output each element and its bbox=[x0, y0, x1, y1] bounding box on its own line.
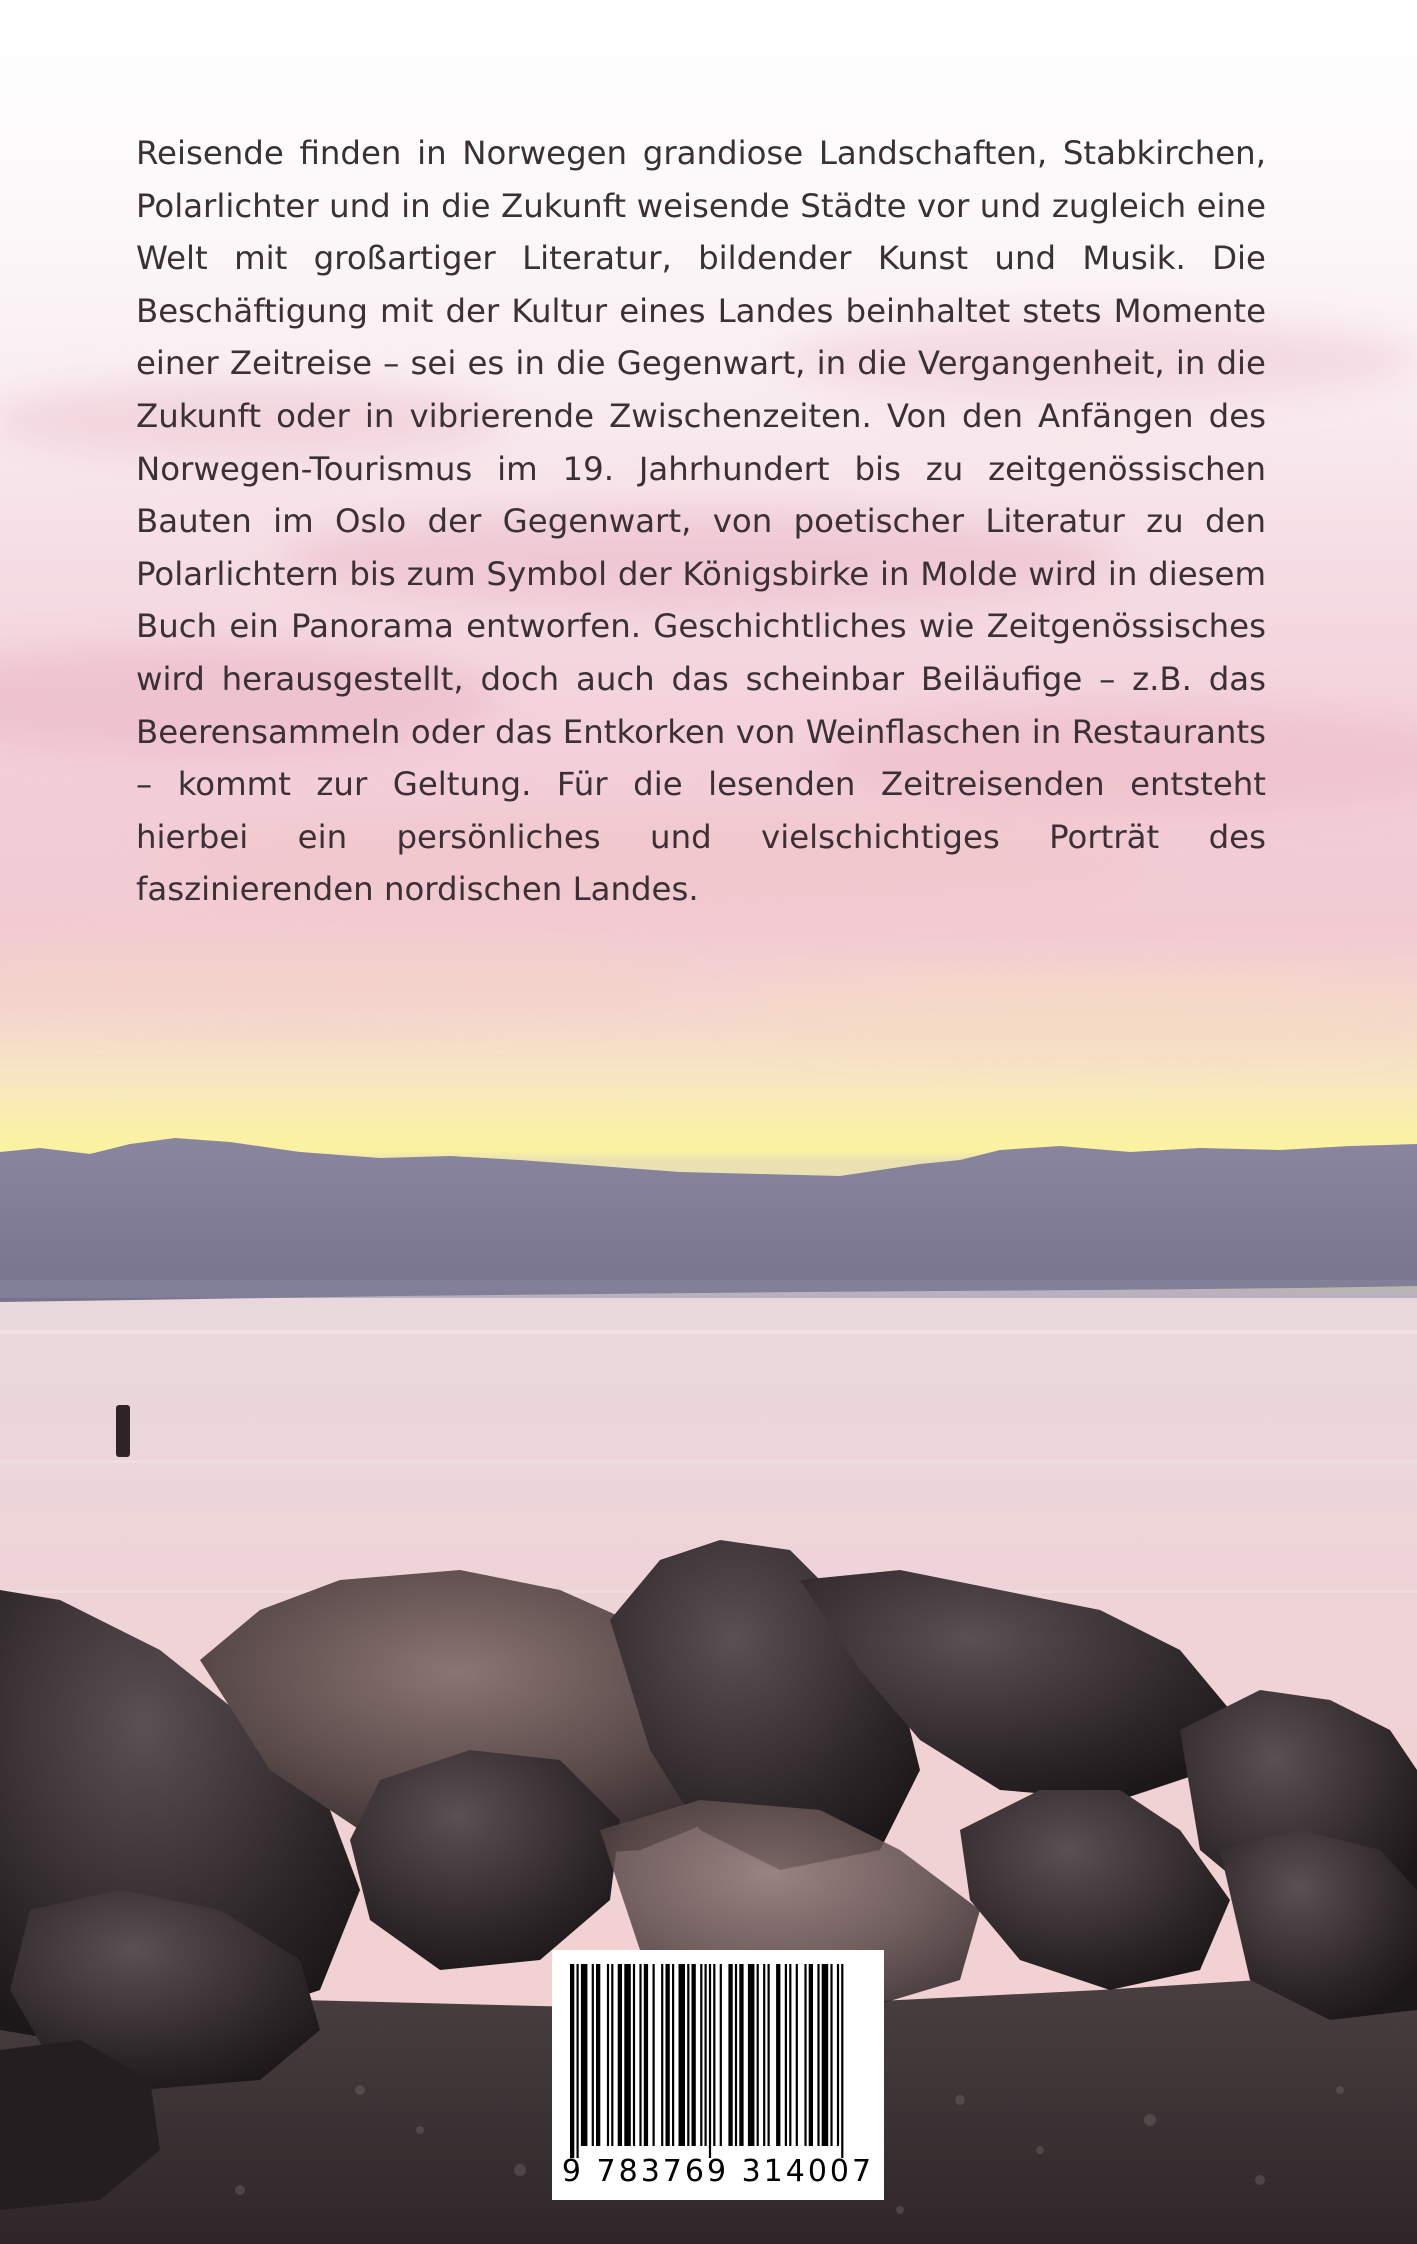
barcode-bar bbox=[644, 1964, 648, 2146]
barcode-bar bbox=[768, 1964, 770, 2146]
barcode-bar bbox=[822, 1964, 829, 2146]
barcode-bar bbox=[796, 1964, 798, 2146]
barcode-bar bbox=[785, 1964, 787, 2146]
barcode-bar bbox=[666, 1964, 670, 2146]
barcode-bar bbox=[817, 1964, 819, 2146]
barcode-bar bbox=[577, 1964, 579, 2158]
barcode-bar bbox=[624, 1964, 631, 2146]
barcode-bar bbox=[763, 1964, 765, 2146]
barcode-bar bbox=[841, 1964, 843, 2158]
barcode-bar bbox=[728, 1964, 732, 2146]
barcode-bar bbox=[653, 1964, 655, 2146]
barcode-bar bbox=[611, 1964, 613, 2146]
barcode-bar bbox=[692, 1964, 696, 2146]
barcode-bar bbox=[570, 1964, 574, 2158]
barcode-bar bbox=[739, 1964, 743, 2146]
isbn-number: 9 783769 314007 bbox=[561, 2154, 875, 2189]
barcode-bar bbox=[757, 1964, 759, 2146]
barcode-bar bbox=[679, 1964, 686, 2146]
barcode-bar bbox=[705, 1964, 707, 2146]
barcode-bar bbox=[592, 1964, 594, 2146]
isbn-barcode bbox=[552, 1950, 884, 2200]
barcode-bar bbox=[639, 1964, 641, 2146]
barcode-bar bbox=[596, 1964, 600, 2146]
barcode-bar bbox=[830, 1964, 832, 2146]
barcode-bar bbox=[735, 1964, 737, 2146]
barcode-bar bbox=[581, 1964, 588, 2146]
back-cover-blurb: Reisende finden in Norwegen grandiose Landschaften, Stabkirchen, Polarlichter und in die Zukunft weisende Städte vor und zugleich eine Welt mit großartiger Literatur, bildender Kunst und Musik. Die Beschäftigung mit der Kultur eines Landes beinhaltet stets Momente einer Zeitreise – sei es in die Gegenwart, in die Vergangenheit, in die Zukunft oder in vibrierende Zwischenzeiten. Von den Anfängen des Norwegen-Tourismus im 19. Jahrhundert bis zu zeitgenössischen Bauten im Oslo der Gegenwart, von poetischer Literatur zu den Polarlichtern bis zum Symbol der Königsbirke in Molde wird in diesem Buch ein Panorama entworfen. Geschichtliches wie Zeitgenössisches wird herausgestellt, doch auch das scheinbar Beiläufige – z.B. das Beerensammeln oder das Entkorken von Weinflaschen in Restaurants – kommt zur Geltung. Für die lesenden Zeitreisenden entsteht hierbei ein persönliches und vielschichtiges Porträt des faszinierenden nordischen Landes. bbox=[136, 134, 1266, 909]
barcode-bar bbox=[837, 1964, 839, 2146]
barcode-bar bbox=[687, 1964, 689, 2146]
barcode-bar bbox=[789, 1964, 791, 2146]
barcode-bar bbox=[709, 1964, 711, 2158]
barcode-bar bbox=[776, 1964, 780, 2146]
barcode-bar bbox=[607, 1964, 609, 2146]
barcode-bar bbox=[748, 1964, 755, 2146]
barcode-bar bbox=[713, 1964, 715, 2146]
barcode-bar bbox=[661, 1964, 663, 2146]
barcode-bar bbox=[804, 1964, 806, 2146]
barcode-bar bbox=[633, 1964, 635, 2146]
barcode-bar bbox=[809, 1964, 813, 2146]
barcode-bar bbox=[700, 1964, 702, 2146]
barcode-bar bbox=[618, 1964, 622, 2146]
barcode-bar bbox=[672, 1964, 674, 2146]
barcode-bar bbox=[720, 1964, 722, 2146]
